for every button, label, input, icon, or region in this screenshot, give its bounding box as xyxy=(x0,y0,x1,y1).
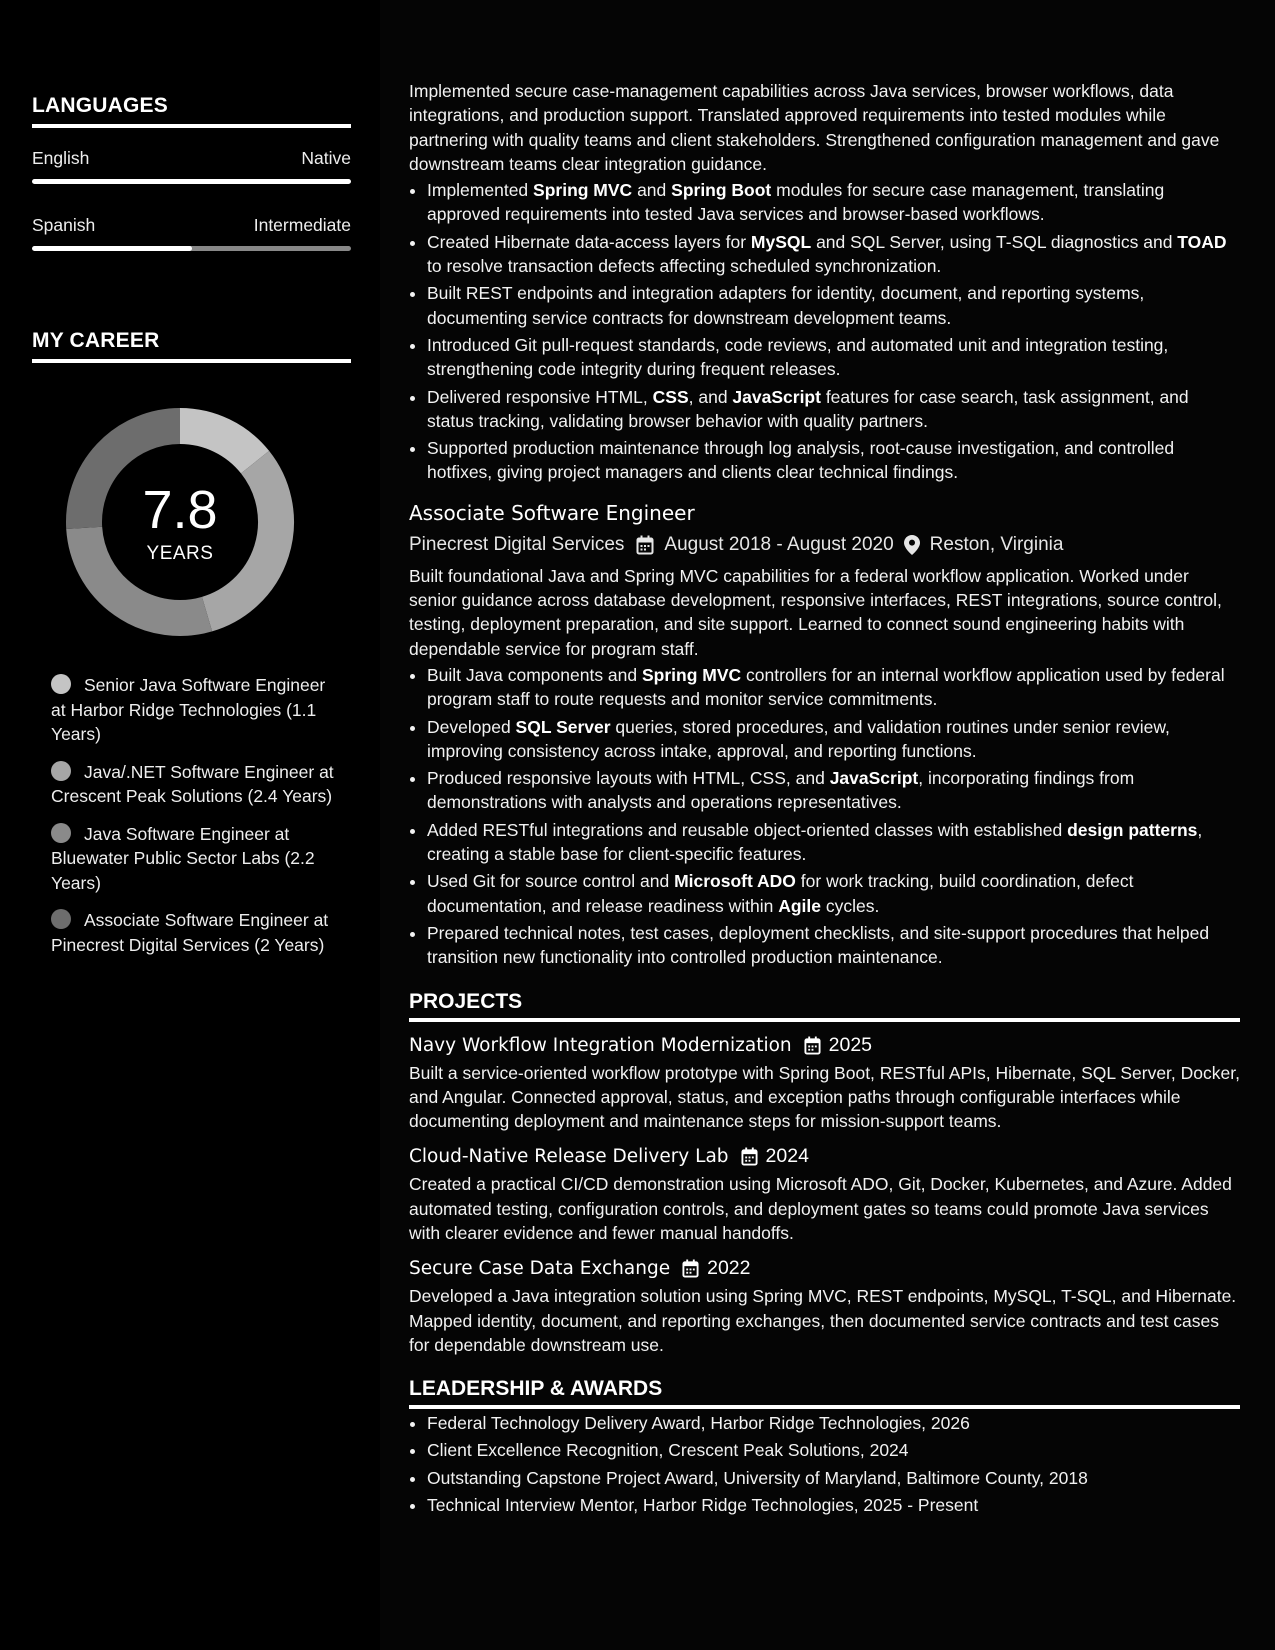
calendar-icon xyxy=(636,535,654,555)
bullet-item: • Produced responsive layouts with HTML, CSS, and JavaScript, incorporating findings from demonstrations with analysts and operations representatives. xyxy=(427,766,1240,815)
awards-heading: LEADERSHIP & AWARDS xyxy=(409,1377,1240,1409)
language-english xyxy=(32,148,351,184)
career-donut-chart xyxy=(65,407,295,637)
main-inner xyxy=(409,79,1240,1520)
location-pin-icon xyxy=(904,535,920,555)
project-year: 2022 xyxy=(707,1257,751,1280)
project-item xyxy=(409,1034,1240,1134)
language-level: Native xyxy=(301,148,351,168)
award-item: • Technical Interview Mentor, Harbor Ridge Technologies, 2025 - Present xyxy=(427,1493,1240,1517)
legend-dot-icon xyxy=(51,909,71,929)
project-title: Navy Workflow Integration Modernization xyxy=(409,1034,792,1056)
legend-dot-icon xyxy=(51,823,71,843)
language-spanish xyxy=(32,215,351,251)
award-item: • Federal Technology Delivery Award, Harbor Ridge Technologies, 2026 xyxy=(427,1411,1240,1435)
language-level-bar xyxy=(32,246,351,251)
language-level-fill xyxy=(32,246,192,251)
bullet-item: • Developed SQL Server queries, stored procedures, and validation routines under senior review, improving consistency across intake, approval, and reporting functions. xyxy=(427,715,1240,764)
job-dates: August 2018 - August 2020 xyxy=(664,533,894,555)
career-heading: MY CAREER xyxy=(32,329,351,363)
job-summary: Built foundational Java and Spring MVC capabilities for a federal workflow application. Worked under senior guidance across database development, responsive interfaces, REST integrations, source control, testing, deployment preparation, and site support. Learned to connect sound engineering habits with dependable service for program staff. xyxy=(409,565,1222,659)
bullet-item: • Created Hibernate data-access layers for MySQL and SQL Server, using T-SQL diagnostics and TOAD to resolve transaction defects affecting scheduled synchronization. xyxy=(427,230,1240,279)
sidebar-content xyxy=(32,94,351,970)
project-year: 2024 xyxy=(765,1145,809,1168)
project-title: Cloud-Native Release Delivery Lab xyxy=(409,1146,729,1168)
career-legend-label: Java Software Engineer at Bluewater Public Sector Labs (2.2 Years) xyxy=(51,823,315,893)
career-years-unit: YEARS xyxy=(146,543,214,564)
calendar-icon xyxy=(804,1036,821,1055)
career-legend-item xyxy=(51,822,341,896)
job-bullets xyxy=(409,663,1240,970)
project-year: 2025 xyxy=(828,1033,873,1056)
language-level: Intermediate xyxy=(253,215,351,235)
job-meta xyxy=(409,534,1240,556)
project-item xyxy=(409,1257,1240,1357)
bullet-item: • Built REST endpoints and integration adapters for identity, document, and reporting systems, documenting service contracts for downstream development teams. xyxy=(427,281,1240,330)
job-title: Associate Software Engineer xyxy=(409,500,695,525)
sidebar xyxy=(0,0,380,1650)
bullet-item: • Used Git for source control and Microsoft ADO for work tracking, build coordination, defect documentation, and release readiness within Agile cycles. xyxy=(427,869,1240,918)
company-name: Pinecrest Digital Services xyxy=(409,533,625,555)
career-total-years: 7.8 xyxy=(142,480,218,540)
job-bullets xyxy=(409,178,1240,485)
language-level-bar xyxy=(32,179,351,184)
bullet-item: • Built Java components and Spring MVC controllers for an internal workflow application used by federal program staff to route requests and monitor service commitments. xyxy=(427,663,1240,712)
language-name: English xyxy=(32,148,90,168)
award-item: • Client Excellence Recognition, Crescent Peak Solutions, 2024 xyxy=(427,1438,1240,1462)
awards-list xyxy=(409,1411,1240,1517)
award-item: • Outstanding Capstone Project Award, University of Maryland, Baltimore County, 2018 xyxy=(427,1466,1240,1490)
bullet-item: • Supported production maintenance through log analysis, root-cause investigation, and controlled hotfixes, giving project managers and clients clear technical findings. xyxy=(427,436,1240,485)
projects-heading: PROJECTS xyxy=(409,990,1240,1022)
project-description: Built a service-oriented workflow prototype with Spring Boot, RESTful APIs, Hibernate, SQL Server, Docker, and Angular. Connected approval, status, and exception paths through configurable interfaces while documenting deployment and maintenance steps for mission-support teams. xyxy=(409,1062,1240,1132)
career-legend-item xyxy=(51,908,341,957)
career-legend-label: Senior Java Software Engineer at Harbor Ridge Technologies (1.1 Years) xyxy=(51,675,326,744)
career-legend-label: Associate Software Engineer at Pinecrest Digital Services (2 Years) xyxy=(51,910,329,955)
bullet-item: • Implemented Spring MVC and Spring Boot modules for secure case management, translating approved requirements into tested Java services and browser-based workflows. xyxy=(427,178,1240,227)
bullet-item: • Added RESTful integrations and reusable object-oriented classes with established design patterns, creating a stable base for client-specific features. xyxy=(427,818,1240,867)
career-legend-item xyxy=(51,673,341,747)
project-item xyxy=(409,1145,1240,1245)
job-summary: Implemented secure case-management capabilities across Java services, browser workflows, data integrations, and production support. Translated approved requirements into tested modules while partnering with quality teams and client stakeholders. Strengthened configuration management and gave downstream teams clear integration guidance. xyxy=(409,81,1220,174)
legend-dot-icon xyxy=(51,674,71,694)
language-name: Spanish xyxy=(32,215,96,235)
bullet-item: • Delivered responsive HTML, CSS, and JavaScript features for case search, task assignment, and status tracking, validating browser behavior with quality partners. xyxy=(427,385,1240,434)
legend-dot-icon xyxy=(51,761,71,781)
career-legend-label: Java/.NET Software Engineer at Crescent Peak Solutions (2.4 Years) xyxy=(51,761,334,806)
job-location: Reston, Virginia xyxy=(929,533,1064,555)
calendar-icon xyxy=(682,1259,699,1278)
project-description: Created a practical CI/CD demonstration using Microsoft ADO, Git, Docker, Kubernetes, and Azure. Added automated testing, configuration controls, and deployment gates so teams could promote Java services with clearer evidence and fewer manual handoffs. xyxy=(409,1174,1232,1243)
project-title: Secure Case Data Exchange xyxy=(409,1258,671,1280)
project-description: Developed a Java integration solution using Spring MVC, REST endpoints, MySQL, T-SQL, and Hibernate. Mapped identity, document, and reporting exchanges, then documented service contracts and test cases for dependable downstream use. xyxy=(409,1286,1237,1355)
bullet-item: • Prepared technical notes, test cases, deployment checklists, and site-support procedures that helped transition new functionality into controlled production maintenance. xyxy=(427,921,1240,970)
languages-heading: LANGUAGES xyxy=(32,94,351,128)
bullet-item: • Introduced Git pull-request standards, code reviews, and automated unit and integration testing, strengthening code integrity during frequent releases. xyxy=(427,333,1240,382)
career-legend-item xyxy=(51,760,341,809)
language-level-fill xyxy=(32,179,351,184)
calendar-icon xyxy=(741,1147,758,1166)
main-content xyxy=(380,0,1275,1650)
career-donut-center xyxy=(65,407,295,637)
career-legend xyxy=(51,673,341,957)
